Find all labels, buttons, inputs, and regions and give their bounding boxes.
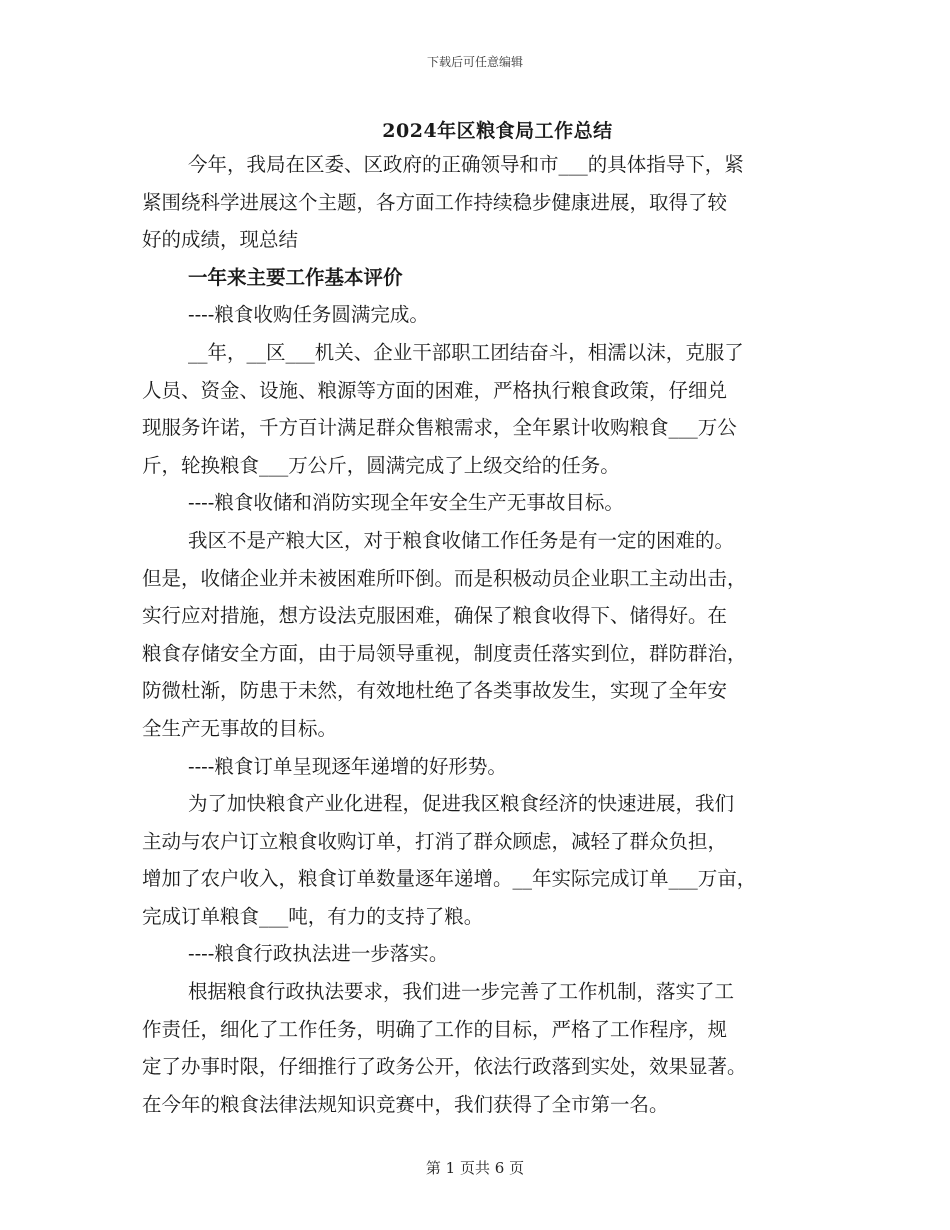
- paragraph-line: 但是，收储企业并未被困难所吓倒。而是积极动员企业职工主动出击，: [142, 566, 747, 590]
- paragraph-line: 作责任，细化了工作任务，明确了工作的目标，严格了工作程序，规: [142, 1017, 728, 1041]
- paragraph-line: 现服务许诺，千方百计满足群众售粮需求，全年累计收购粮食___万公: [142, 416, 737, 440]
- paragraph-line: __年，__区___机关、企业干部职工团结奋斗，相濡以沫，克服了: [188, 340, 744, 364]
- paragraph-line: 我区不是产粮大区，对于粮食收储工作任务是有一定的困难的。: [188, 528, 735, 552]
- paragraph-line: 防微杜渐，防患于未然，有效地杜绝了各类事故发生，实现了全年安: [142, 679, 728, 703]
- paragraph-line: 今年，我局在区委、区政府的正确领导和市___的具体指导下，紧: [188, 153, 744, 176]
- subsection-heading: ----粮食行政执法进一步落实。: [188, 942, 449, 966]
- document-body: [142, 146, 814, 1123]
- paragraph-line: 完成订单粮食___吨，有力的支持了粮。: [142, 904, 484, 928]
- paragraph-line: 粮食存储安全方面，由于局领导重视，制度责任落实到位，群防群治，: [142, 641, 747, 665]
- paragraph-line: 人员、资金、设施、粮源等方面的困难，严格执行粮食政策，仔细兑: [142, 378, 728, 402]
- paragraph-line: 全生产无事故的目标。: [142, 716, 338, 740]
- paragraph-line: 紧围绕科学进展这个主题，各方面工作持续稳步健康进展，取得了较: [142, 190, 728, 214]
- document-title: 2024年区粮食局工作总结: [382, 120, 613, 142]
- page-footer: 第 1 页共 6 页: [425, 1159, 525, 1177]
- subsection-heading: ----粮食订单呈现逐年递增的好形势。: [188, 754, 507, 778]
- paragraph-line: 根据粮食行政执法要求，我们进一步完善了工作机制，落实了工: [188, 980, 735, 1004]
- paragraph-line: 增加了农户收入，粮食订单数量逐年递增。__年实际完成订单___万亩，: [142, 867, 757, 891]
- paragraph-line: 定了办事时限，仔细推行了政务公开，依法行政落到实处，效果显著。: [142, 1055, 747, 1079]
- paragraph-line: 斤，轮换粮食___万公斤，圆满完成了上级交给的任务。: [142, 453, 620, 477]
- subsection-heading: ----粮食收储和消防实现全年安全生产无事故目标。: [188, 491, 624, 515]
- paragraph-line: 好的成绩，现总结: [142, 228, 299, 252]
- section-heading: 一年来主要工作基本评价: [188, 265, 403, 289]
- paragraph-line: 实行应对措施，想方设法克服困难，确保了粮食收得下、储得好。在: [142, 604, 728, 628]
- subsection-heading: ----粮食收购任务圆满完成。: [188, 303, 429, 327]
- paragraph-line: 主动与农户订立粮食收购订单，打消了群众顾虑，减轻了群众负担，: [142, 829, 728, 853]
- paragraph-line: 为了加快粮食产业化进程，促进我区粮食经济的快速进展，我们: [188, 792, 735, 816]
- header-note: 下载后可任意编辑: [426, 55, 523, 69]
- paragraph-line: 在今年的粮食法律法规知识竞赛中，我们获得了全市第一名。: [142, 1092, 669, 1116]
